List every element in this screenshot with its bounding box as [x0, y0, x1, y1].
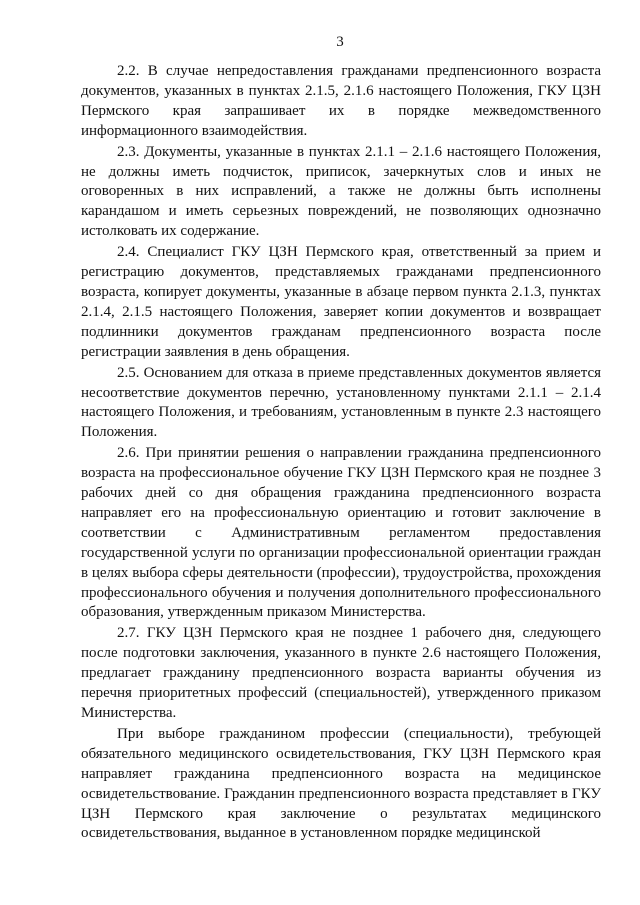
page-number: 3	[336, 34, 344, 50]
paragraph-2-5: 2.5. Основанием для отказа в приеме представленных документов является несоответствие документов перечню, установленному пунктами 2.1.1 – 2.1.4 настоящего Положения, и требованиям, установленным в пункте 2.3 настоящего Положения.	[81, 364, 601, 441]
document-body	[81, 62, 601, 844]
paragraph-medical-examination: При выборе гражданином профессии (специальности), требующей обязательного медицинского освидетельствования, ГКУ ЦЗН Пермского края направляет гражданина предпенсионного возраста на медицинское освидетельствование. Гражданин предпенсионного возраста представляет в ГКУ ЦЗН Пермского края заключение о результатах медицинского освидетельствования, выданное в установленном порядке медицинской	[81, 725, 601, 842]
paragraph-2-7: 2.7. ГКУ ЦЗН Пермского края не позднее 1 рабочего дня, следующего после подготовки заключения, указанного в пункте 2.6 настоящего Положения, предлагает гражданину предпенсионного возраста варианты обучения из перечня приоритетных профессий (специальностей), утвержденного приказом Министерства.	[81, 625, 601, 721]
paragraph-2-3: 2.3. Документы, указанные в пунктах 2.1.1 – 2.1.6 настоящего Положения, не должны иметь подчисток, приписок, зачеркнутых слов и иных не оговоренных в них исправлений, а также не должны быть исполнены карандашом и иметь серьезных повреждений, не позволяющих однозначно истолковать их содержание.	[81, 143, 601, 240]
paragraph-2-4: 2.4. Специалист ГКУ ЦЗН Пермского края, ответственный за прием и регистрацию документов, представляемых гражданами предпенсионного возраста, копирует документы, указанные в абзаце первом пункта 2.1.3, пунктах 2.1.4, 2.1.5 настоящего Положения, заверяет копии документов и возвращает подлинники документов гражданам предпенсионного возраста после регистрации заявления в день обращения.	[81, 244, 601, 360]
paragraph-2-6: 2.6. При принятии решения о направлении гражданина предпенсионного возраста на профессиональное обучение ГКУ ЦЗН Пермского края не позднее 3 рабочих дней со дня обращения гражданина предпенсионного возраста направляет его на профессиональную ориентацию и готовит заключение в соответствии с Административным регламентом предоставления государственной услуги по организации профессиональной ориентации граждан в целях выбора сферы деятельности (профессии), трудоустройства, прохождения профессионального обучения и получения дополнительного профессионального образования, утвержденным приказом Министерства.	[81, 445, 601, 621]
paragraph-2-2: 2.2. В случае непредоставления гражданами предпенсионного возраста документов, указанных в пунктах 2.1.5, 2.1.6 настоящего Положения, ГКУ ЦЗН Пермского края запрашивает их в порядке межведомственного информационного взаимодействия.	[81, 63, 601, 139]
